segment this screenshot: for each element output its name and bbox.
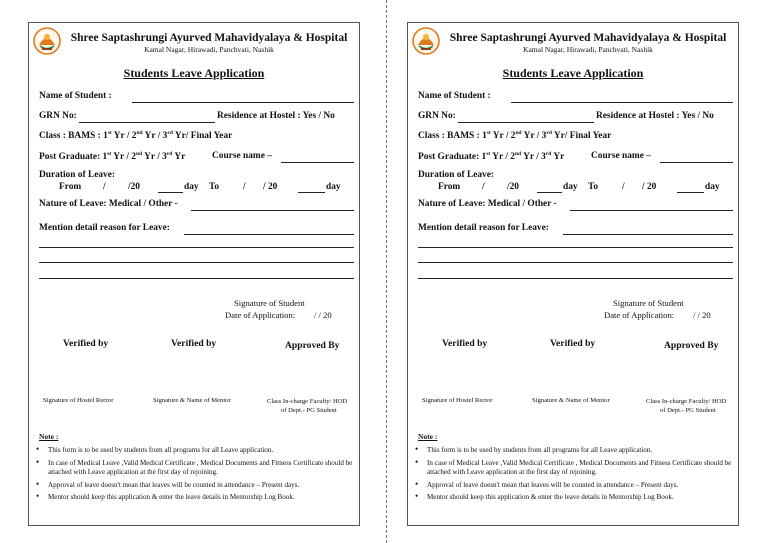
to-days-line[interactable] <box>677 192 704 193</box>
to-slash: / <box>622 182 625 192</box>
student-name-line[interactable] <box>511 102 733 103</box>
hostel-rector-signature-caption: Signature of Hostel Rector <box>422 397 493 404</box>
class-line-label: Class : BAMS : 1st Yr / 2nd Yr / 3rd Yr/ Final Year <box>418 130 612 142</box>
to-year: / 20 <box>642 182 657 192</box>
duration-label: Duration of Leave: <box>39 170 116 180</box>
student-name-label: Name of Student : <box>39 91 112 101</box>
to-label: To <box>588 182 599 192</box>
from-label: From <box>438 182 461 192</box>
note-item: • Mentor should keep this application & enter the leave details in Mentorship Log Book. <box>427 493 739 503</box>
course-name-line[interactable] <box>281 162 354 163</box>
student-name-line[interactable] <box>132 102 354 103</box>
date-of-application-label: Date of Application: <box>604 310 675 320</box>
mentor-signature-caption: Signature & Name of Mentor <box>153 397 231 404</box>
class-line-label: Class : BAMS : 1st Yr / 2nd Yr / 3rd Yr/ Final Year <box>39 130 233 142</box>
verified-by-heading-2: Verified by <box>171 338 217 349</box>
institution-name: Shree Saptashrungi Ayurved Mahavidyalaya & Hospital <box>70 32 348 44</box>
note-item: • Approval of leave doesn't mean that leaves will be counted in attendance – Present days. <box>48 481 360 491</box>
note-item: • Approval of leave doesn't mean that leaves will be counted in attendance – Present days. <box>427 481 739 491</box>
to-day-label: day <box>326 182 341 192</box>
verified-by-heading-2: Verified by <box>550 338 596 349</box>
note-item: • This form is to be used by students from all programs for all Leave application. <box>48 446 360 456</box>
class-incharge-caption-line2: of Dept.- PG Student <box>660 407 716 414</box>
from-day-label: day <box>563 182 578 192</box>
form-title: Students Leave Application <box>123 66 265 80</box>
class-incharge-caption-line1: Class In-charge Faculty/ HOD <box>267 398 348 405</box>
grn-line[interactable] <box>79 122 215 123</box>
from-label: From <box>59 182 82 192</box>
form-title: Students Leave Application <box>502 66 644 80</box>
nature-of-leave-line[interactable] <box>191 210 354 211</box>
student-signature-label: Signature of Student <box>613 298 684 308</box>
approved-by-heading: Approved By <box>285 340 340 351</box>
reason-line-1[interactable] <box>184 234 354 235</box>
grn-label: GRN No: <box>39 111 77 121</box>
course-name-line[interactable] <box>660 162 733 163</box>
from-year: /20 <box>507 182 519 192</box>
note-list <box>411 446 739 506</box>
note-list <box>32 446 360 506</box>
from-slash: / <box>482 182 485 192</box>
date-of-application-value: / / 20 <box>693 310 711 320</box>
reason-label: Mention detail reason for Leave: <box>39 223 170 233</box>
note-item: • This form is to be used by students from all programs for all Leave application. <box>427 446 739 456</box>
nature-of-leave-line[interactable] <box>570 210 733 211</box>
student-signature-label: Signature of Student <box>234 298 305 308</box>
reason-line-4[interactable] <box>39 278 354 279</box>
reason-line-4[interactable] <box>418 278 733 279</box>
course-name-label: Course name – <box>591 151 651 161</box>
date-of-application-value: / / 20 <box>314 310 332 320</box>
nature-of-leave-label: Nature of Leave: Medical / Other - <box>418 199 557 209</box>
reason-line-3[interactable] <box>418 262 733 263</box>
verified-by-heading-1: Verified by <box>63 338 109 349</box>
hostel-residence-label: Residence at Hostel : Yes / No <box>217 111 335 121</box>
from-days-line[interactable] <box>537 192 562 193</box>
post-graduate-label: Post Graduate: 1st Yr / 2nd Yr / 3rd Yr <box>39 151 186 163</box>
reason-line-3[interactable] <box>39 262 354 263</box>
mentor-signature-caption: Signature & Name of Mentor <box>532 397 610 404</box>
leave-form-right <box>407 22 739 526</box>
to-slash: / <box>243 182 246 192</box>
duration-label: Duration of Leave: <box>418 170 495 180</box>
to-day-label: day <box>705 182 720 192</box>
grn-label: GRN No: <box>418 111 456 121</box>
reason-line-2[interactable] <box>39 247 354 248</box>
reason-label: Mention detail reason for Leave: <box>418 223 549 233</box>
note-item: • Mentor should keep this application & enter the leave details in Mentorship Log Book. <box>48 493 360 503</box>
from-days-line[interactable] <box>158 192 183 193</box>
note-item: • In case of Medical Leave ,Valid Medical Certificate , Medical Documents and Fitness Certificate should be attached with Leave application at the first day of rejoining. <box>48 459 360 478</box>
from-year: /20 <box>128 182 140 192</box>
nature-of-leave-label: Nature of Leave: Medical / Other - <box>39 199 178 209</box>
leave-form-left <box>28 22 360 526</box>
note-label: Note : <box>39 432 59 441</box>
date-of-application-label: Date of Application: <box>225 310 296 320</box>
reason-line-1[interactable] <box>563 234 733 235</box>
post-graduate-label: Post Graduate: 1st Yr / 2nd Yr / 3rd Yr <box>418 151 565 163</box>
institution-address: Kamal Nagar, Hirawadi, Panchvati, Nashik <box>144 45 274 54</box>
note-label: Note : <box>418 432 438 441</box>
course-name-label: Course name – <box>212 151 272 161</box>
student-name-label: Name of Student : <box>418 91 491 101</box>
hostel-residence-label: Residence at Hostel : Yes / No <box>596 111 714 121</box>
class-incharge-caption-line1: Class In-charge Faculty/ HOD <box>646 398 727 405</box>
grn-line[interactable] <box>458 122 594 123</box>
institution-address: Kamal Nagar, Hirawadi, Panchvati, Nashik <box>523 45 653 54</box>
institution-name: Shree Saptashrungi Ayurved Mahavidyalaya & Hospital <box>449 32 727 44</box>
hostel-rector-signature-caption: Signature of Hostel Rector <box>43 397 114 404</box>
verified-by-heading-1: Verified by <box>442 338 488 349</box>
from-day-label: day <box>184 182 199 192</box>
approved-by-heading: Approved By <box>664 340 719 351</box>
to-year: / 20 <box>263 182 278 192</box>
to-label: To <box>209 182 220 192</box>
cut-line <box>386 0 387 543</box>
reason-line-2[interactable] <box>418 247 733 248</box>
note-item: • In case of Medical Leave ,Valid Medical Certificate , Medical Documents and Fitness Certificate should be attached with Leave application at the first day of rejoining. <box>427 459 739 478</box>
to-days-line[interactable] <box>298 192 325 193</box>
class-incharge-caption-line2: of Dept.- PG Student <box>281 407 337 414</box>
from-slash: / <box>103 182 106 192</box>
